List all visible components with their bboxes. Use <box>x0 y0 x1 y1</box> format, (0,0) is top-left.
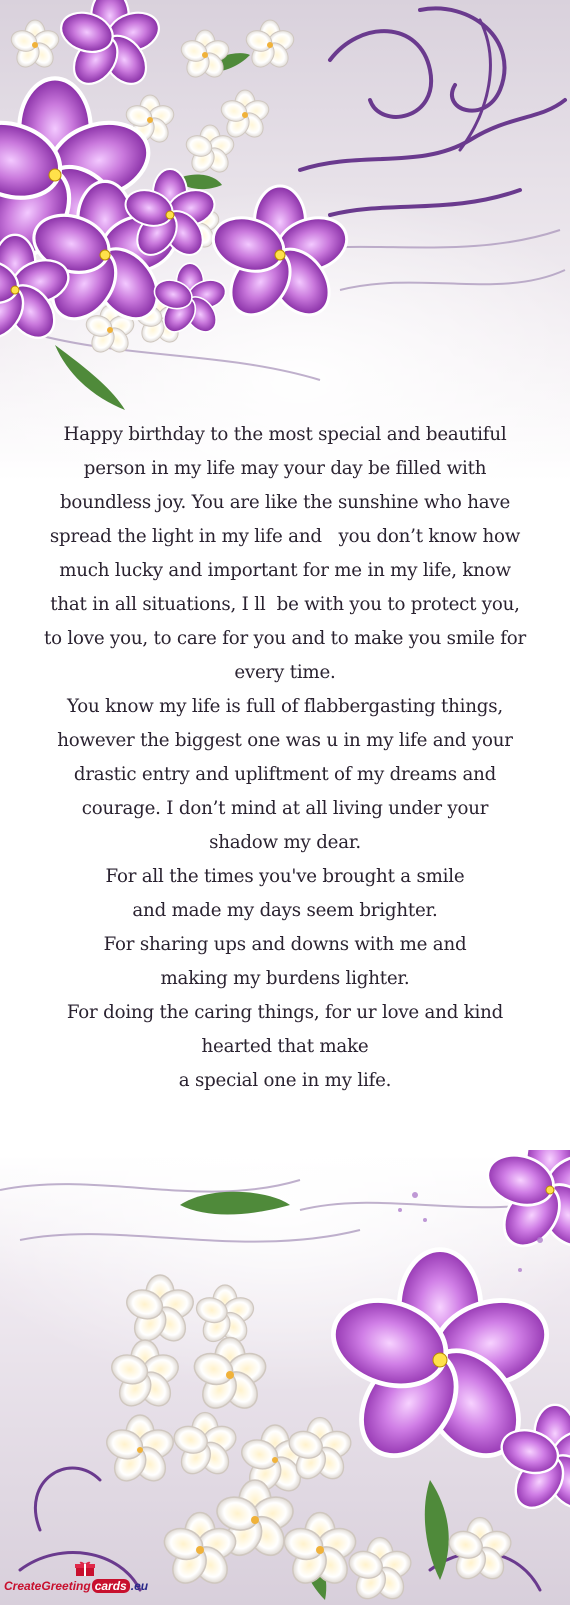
birthday-message <box>24 418 546 1098</box>
message-line: to love you, to care for you and to make you smile for <box>43 628 527 649</box>
bottom-floral-decoration <box>0 1150 570 1605</box>
message-line: For all the times you've brought a smile <box>105 866 465 887</box>
message-line: For sharing ups and downs with me and <box>103 934 467 955</box>
gift-icon <box>74 1560 96 1576</box>
logo-text-part3: .eu <box>130 1579 149 1593</box>
message-line: spread the light in my life and you don’t know how <box>49 526 521 547</box>
message-line: that in all situations, I ll be with you to protect you, <box>50 594 520 615</box>
logo-text-part1: CreateGreeting <box>4 1579 91 1593</box>
message-line: hearted that make <box>201 1036 369 1057</box>
message-line: every time. <box>234 662 336 683</box>
purple-flower-icon <box>322 1150 570 1517</box>
message-line: For doing the caring things, for ur love and kind <box>66 1002 504 1023</box>
message-line: You know my life is full of flabbergasting things, <box>67 696 503 717</box>
message-line: drastic entry and upliftment of my dreams and <box>73 764 497 785</box>
logo-text-part2: cards <box>92 1579 130 1593</box>
message-line: boundless joy. You are like the sunshine who have <box>59 492 511 513</box>
message-line: person in my life may your day be filled with <box>83 458 487 479</box>
message-line: courage. I don’t mind at all living under your <box>81 798 489 819</box>
swirl-ornament-icon <box>300 8 565 215</box>
message-line: much lucky and important for me in my life, know <box>59 560 511 581</box>
message-line: Happy birthday to the most special and beautiful <box>63 424 507 445</box>
message-line: however the biggest one was u in my life and your <box>57 730 513 751</box>
site-logo <box>4 1572 148 1600</box>
message-line: shadow my dear. <box>209 832 361 853</box>
message-line: and made my days seem brighter. <box>132 900 438 921</box>
top-floral-decoration <box>0 0 570 420</box>
message-line: a special one in my life. <box>178 1070 392 1091</box>
message-line: making my burdens lighter. <box>160 968 410 989</box>
